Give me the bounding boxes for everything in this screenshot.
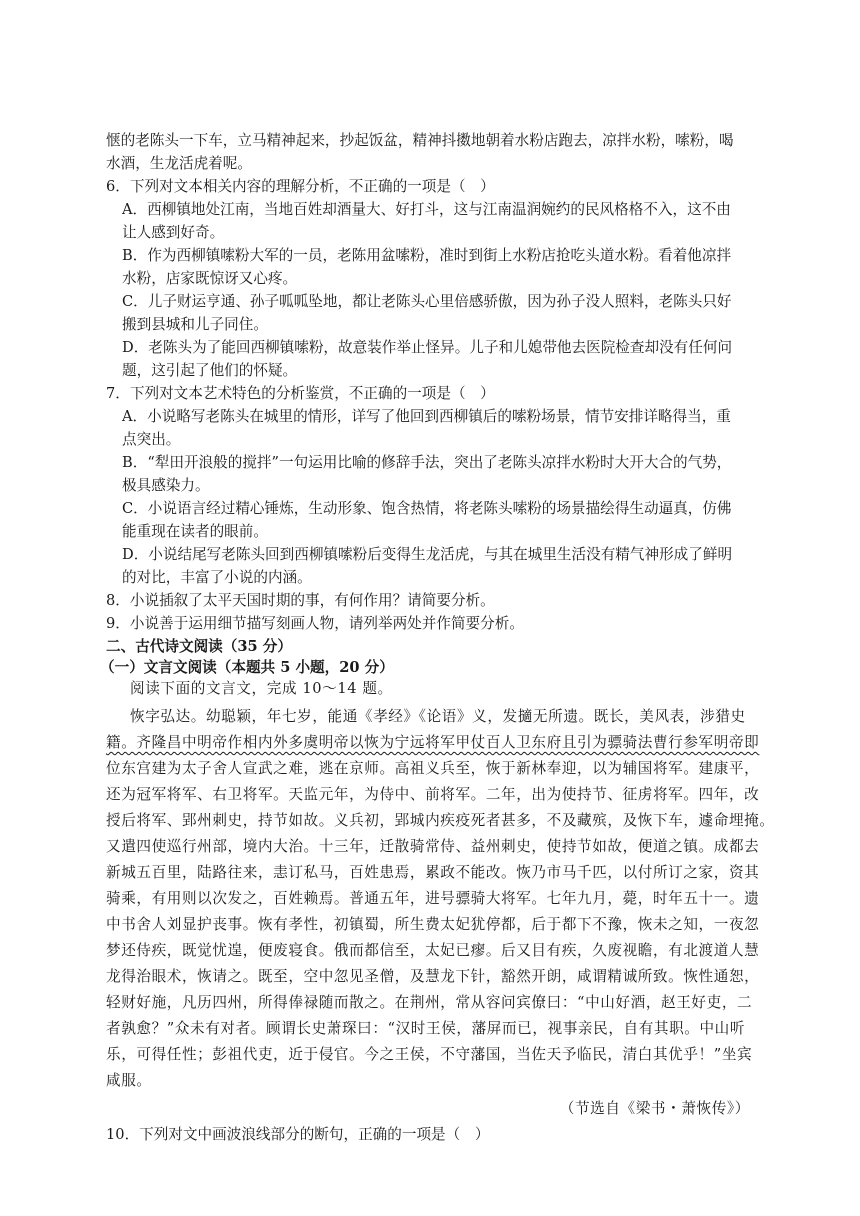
classical-text-line: 咸服。 <box>106 1072 152 1089</box>
source-citation: （节选自《梁书・萧恢传》） <box>559 1100 750 1117</box>
q7-option-c: C．小说语言经过精心锤炼，生动形象、饱含热情，将老陈头嗦粉的场景描绘得生动逼真，仿佛 <box>122 500 732 517</box>
question-10: 10．下列对文中画波浪线部分的断句，正确的一项是（ ） <box>106 1126 490 1143</box>
q6-option-b: B．作为西柳镇嗦粉大军的一员，老陈用盆嗦粉，准时到街上水粉店抢吃头道水粉。看着他凉拌 <box>122 247 732 264</box>
classical-text-line: 授后将军、郢州刺史，持节如故。义兵初，郢城内疾疫死者甚多，不及藏殡，及恢下车，遽命埋掩。 <box>106 812 775 829</box>
q7-option-d: D．小说结尾写老陈头回到西柳镇嗦粉后变得生龙活虎，与其在城里生活没有精气神形成了鲜明 <box>122 546 733 563</box>
question-7: 7．下列对文本艺术特色的分析鉴赏，不正确的一项是（ ） <box>106 385 495 402</box>
section-heading: 二、古代诗文阅读（35 分） <box>106 638 292 655</box>
classical-text-line: 梦还侍疾，既觉忧遑，便废寝食。俄而都信至，太妃已瘳。后又目有疾，久废视瞻，有北渡道人慧 <box>106 942 760 959</box>
q6-option-a: A．西柳镇地处江南，当地百姓却酒量大、好打斗，这与江南温润婉约的民风格格不入，这不由 <box>122 201 731 218</box>
passage-line: 水酒，生龙活虎着呢。 <box>106 155 252 172</box>
reading-instruction: 阅读下面的文言文，完成 10～14 题。 <box>130 680 393 697</box>
classical-text-line: 还为冠军将军、右卫将军。天监元年，为侍中、前将军。二年，出为使持节、征虏将军。四年，改 <box>106 786 760 803</box>
classical-text-line: 龙得治眼术，恢请之。既至，空中忽见圣僧，及慧龙下针，豁然开朗，咸谓精诚所致。恢性通恕， <box>106 968 760 985</box>
passage-line: 惬的老陈头一下车，立马精神起来，抄起饭盆，精神抖擞地朝着水粉店跑去，凉拌水粉，嗦粉，喝 <box>106 132 734 149</box>
classical-text-line: 又遣四使巡行州部，境内大治。十三年，迁散骑常侍、益州刺史，使持节如故，便道之镇。成都去 <box>106 838 760 855</box>
q7-option-a: A．小说略写老陈头在城里的情形，详写了他回到西柳镇后的嗦粉场景，情节安排详略得当，重 <box>122 408 731 425</box>
classical-text-line: 位东宫建为太子舍人宣武之难，逃在京师。高祖义兵至，恢于新林奉迎，以为辅国将军。建康平， <box>106 760 760 777</box>
q7-option-c-cont: 能重现在读者的眼前。 <box>122 523 268 540</box>
classical-text-line: 骑乘，有用则以次发之，百姓赖焉。普通五年，进号骠骑大将军。七年九月，薨，时年五十一。遗 <box>106 890 760 907</box>
classical-text-line: 轻财好施，凡历四州，所得俸禄随而散之。在荆州，常从容问宾僚曰：“中山好酒，赵王好吏，二 <box>106 994 753 1011</box>
classical-text-line: 恢字弘达。幼聪颖，年七岁，能通《孝经》《论语》义，发擿无所遗。既长，美风表，涉猎史 <box>130 708 746 725</box>
q6-option-d: D．老陈头为了能回西柳镇嗦粉，故意装作举止怪异。儿子和儿媳带他去医院检查却没有任何问 <box>122 339 733 356</box>
q6-option-a-cont: 让人感到好奇。 <box>122 224 225 241</box>
classical-text-line-wavy: 籍。齐隆昌中明帝作相内外多虞明帝以恢为宁远将军甲仗百人卫东府且引为骠骑法曹行参军明帝即 <box>106 734 760 751</box>
classical-text-line: 者孰愈？”众未有对者。顾谓长史萧琛曰：“汉时王侯，藩屏而已，视事亲民，自有其职。中山听 <box>106 1020 746 1037</box>
classical-text-line: 中书舍人刘显护丧事。恢有孝性，初镇蜀，所生费太妃犹停都，后于都下不豫，恢未之知，一夜忽 <box>106 916 760 933</box>
q7-option-b: B．“犁田开浪般的搅拌”一句运用比喻的修辞手法，突出了老陈头凉拌水粉时大开大合的气势， <box>122 454 732 471</box>
question-6: 6．下列对文本相关内容的理解分析，不正确的一项是（ ） <box>106 178 495 195</box>
q7-option-d-cont: 的对比，丰富了小说的内涵。 <box>122 569 312 586</box>
question-9: 9．小说善于运用细节描写刻画人物，请列举两处并作简要分析。 <box>106 615 524 632</box>
q6-option-c: C．儿子财运亨通、孙子呱呱坠地，都让老陈头心里倍感骄傲，因为孙子没人照料，老陈头只好 <box>122 293 732 310</box>
q6-option-b-cont: 水粉，店家既惊讶又心疼。 <box>122 270 298 287</box>
q6-option-d-cont: 题，这引起了他们的怀疑。 <box>122 362 298 379</box>
classical-text-line: 新城五百里，陆路往来，恚订私马，百姓患焉，累政不能改。恢乃市马千匹，以付所订之家，资其 <box>106 864 760 881</box>
q7-option-b-cont: 极具感染力。 <box>122 477 210 494</box>
q6-option-c-cont: 搬到县城和儿子同住。 <box>122 316 268 333</box>
classical-text-line: 乐，可得任性；彭祖代吏，近于侵官。今之王侯，不守藩国，当佐天予临民，清白其优乎！”坐宾 <box>106 1046 753 1063</box>
q7-option-a-cont: 点突出。 <box>122 431 181 448</box>
subsection-heading: （一）文言文阅读（本题共 5 小题，20 分） <box>100 659 394 676</box>
question-8: 8．小说插叙了太平天国时期的事，有何作用？请简要分析。 <box>106 592 495 609</box>
